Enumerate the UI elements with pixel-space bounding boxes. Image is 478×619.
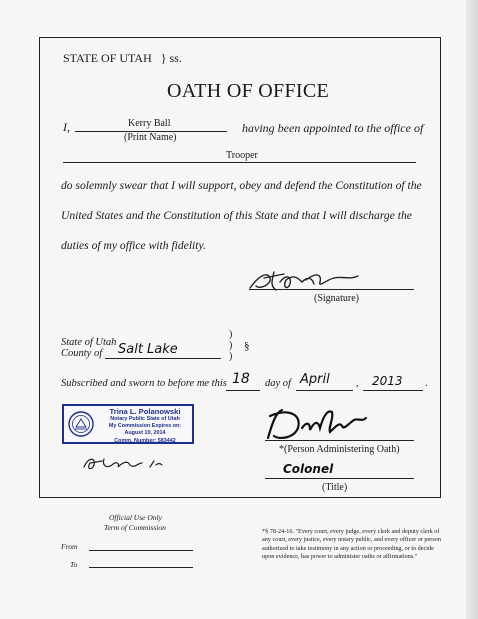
- from-underline: [89, 550, 193, 551]
- title-caption: (Title): [322, 482, 348, 493]
- oath-taker-signature: [246, 268, 366, 294]
- day-value: 18: [232, 371, 250, 387]
- title-underline: [265, 478, 414, 479]
- notary-stamp: [62, 404, 194, 444]
- notary-signature: [80, 453, 180, 473]
- administrator-underline: [265, 440, 414, 441]
- name-caption: (Print Name): [124, 132, 177, 143]
- notary-expiry-date: August 10, 2014: [124, 430, 166, 437]
- month-underline: [296, 390, 353, 391]
- i-label: I,: [63, 120, 70, 134]
- section-sign: §: [244, 340, 250, 352]
- title-value: Colonel: [283, 462, 334, 476]
- bracket-2: ): [229, 340, 233, 351]
- appointed-text: having been appointed to the office of: [242, 121, 424, 135]
- name-value: Kerry Ball: [128, 118, 171, 129]
- administrator-signature: [262, 404, 372, 444]
- to-underline: [89, 567, 193, 568]
- notary-title: Notary Public State of Utah: [110, 416, 180, 422]
- year-underline: [363, 390, 423, 391]
- notary-expires-label: My Commission Expires on:: [108, 423, 182, 430]
- oath-line-1: do solemnly swear that I will support, obey and defend the Constitution of the: [61, 179, 422, 192]
- notary-comm-number: Comm. Number: 583442: [114, 437, 176, 444]
- to-label: To: [70, 560, 78, 569]
- bracket-1: ): [229, 329, 233, 340]
- state-heading: [63, 51, 182, 66]
- office-underline: [63, 162, 416, 163]
- statute-footnote: *§ 78-24-16. "Every court, every judge, every clerk and deputy clerk of any court, every justice, every notary public, and every officer or person authorized to take testimony in any action or proceeding, or to decide upon evidence, has power to administer oaths or affirmations.": [262, 528, 441, 560]
- county-underline: [105, 358, 221, 359]
- notary-name: Trina L. Polanowski: [109, 407, 181, 416]
- from-label: From: [61, 542, 78, 551]
- term-of-commission: Term of Commission: [104, 523, 166, 532]
- official-use-heading: Official Use Only: [109, 513, 162, 522]
- signature-underline: [249, 289, 414, 290]
- page-edge-shadow: [466, 0, 478, 619]
- year-period: .: [425, 378, 428, 389]
- oath-line-2: United States and the Constitution of this State and that I will discharge the: [61, 209, 412, 222]
- signature-caption: (Signature): [314, 293, 359, 304]
- comma: ,: [356, 378, 359, 389]
- month-value: April: [300, 372, 330, 387]
- oath-line-3: duties of my office with fidelity.: [61, 239, 206, 252]
- state-line: STATE OF UTAH: [63, 51, 152, 65]
- venue-county-label: County of: [61, 348, 103, 359]
- subscribed-text: Subscribed and sworn to before me this: [61, 378, 227, 389]
- county-value: Salt Lake: [118, 342, 178, 357]
- day-of-label: day of: [265, 378, 291, 389]
- day-underline: [226, 390, 260, 391]
- stamp-text: [97, 408, 193, 445]
- administrator-caption: *(Person Administering Oath): [279, 444, 400, 455]
- ss-brace: } ss.: [160, 51, 182, 65]
- office-value: Trooper: [226, 150, 258, 161]
- page-title: OATH OF OFFICE: [167, 80, 330, 102]
- venue-state: State of Utah: [61, 337, 117, 348]
- state-seal-icon: [68, 411, 94, 437]
- bracket-3: ): [229, 351, 233, 362]
- year-value: 2013: [372, 374, 403, 388]
